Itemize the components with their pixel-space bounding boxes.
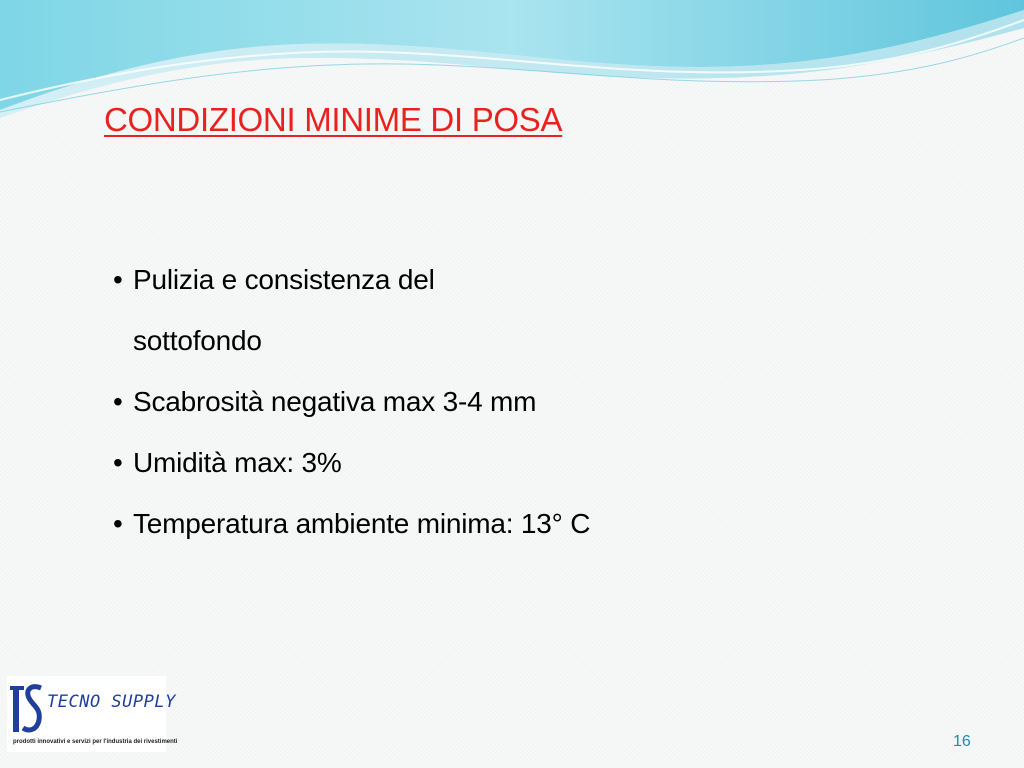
bullet-list <box>113 264 590 569</box>
ts-monogram-icon <box>7 676 47 738</box>
bullet-text: Pulizia e consistenza del <box>133 264 435 295</box>
bullet-item <box>113 386 590 447</box>
logo-wordmark: TECNO SUPPLY <box>47 692 176 712</box>
logo-tagline: prodotti innovativi e servizi per l'industria dei rivestimenti <box>13 739 178 745</box>
bullet-text: Umidità max: 3% <box>133 447 342 478</box>
bullet-item <box>113 508 590 569</box>
bullet-text: sottofondo <box>133 325 262 356</box>
bullet-text: Temperatura ambiente minima: 13° C <box>133 508 591 539</box>
bullet-text: Scabrosità negativa max 3-4 mm <box>133 386 537 417</box>
bullet-marker: • <box>113 508 123 539</box>
bullet-marker: • <box>113 386 123 417</box>
slide-title: CONDIZIONI MINIME DI POSA <box>104 101 563 138</box>
bullet-marker: • <box>113 447 123 478</box>
bullet-item-continuation <box>113 325 590 386</box>
bullet-marker: • <box>113 264 123 295</box>
page-number: 16 <box>953 733 971 750</box>
bullet-item <box>113 264 590 325</box>
company-logo <box>7 676 178 752</box>
bullet-item <box>113 447 590 508</box>
